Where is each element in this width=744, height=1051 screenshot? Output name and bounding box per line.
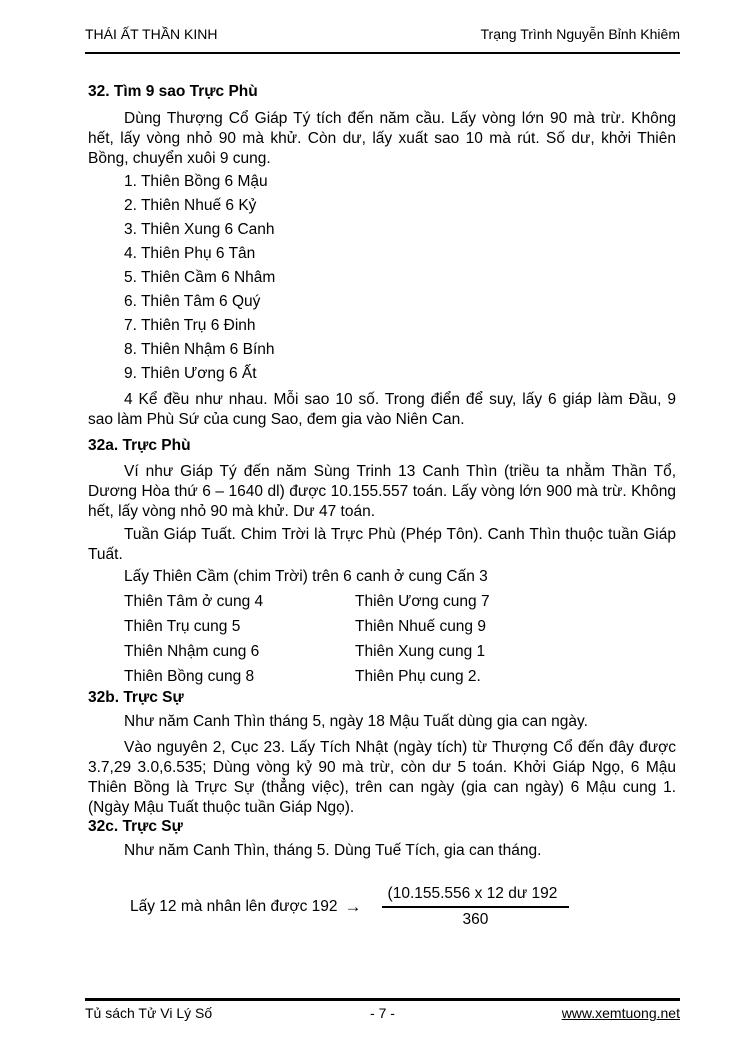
section-32a-heading: 32a. Trực Phù — [88, 437, 191, 454]
section-32a-paragraph-1: Ví như Giáp Tý đến năm Sùng Trinh 13 Canh Thìn (triều ta nhằm Thần Tổ, Dương Hòa thứ 6 – 1640 dl) được 10.155.557 toán. Lấy vòng lớn 900 mà trừ. Không hết, lấy vòng nhỏ 90 mà khử. Dư 47 toán. — [88, 463, 676, 520]
list-item: 6. Thiên Tâm 6 Quý — [124, 293, 261, 310]
nine-stars-list — [88, 170, 676, 386]
placement-cell: Thiên Xung cung 1 — [355, 643, 486, 660]
calculation-formula — [130, 885, 676, 929]
section-32c-paragraph-1: Như năm Canh Thìn, tháng 5. Dùng Tuế Tích, gia can tháng. — [124, 842, 542, 859]
placement-cell: Thiên Tâm ở cung 4 — [124, 593, 264, 610]
formula-fraction — [382, 885, 570, 929]
fraction-denominator: 360 — [462, 911, 489, 928]
list-item: 9. Thiên Ương 6 Ất — [124, 365, 257, 382]
star-placement-table — [88, 589, 676, 689]
section-32b-heading: 32b. Trực Sự — [88, 689, 184, 706]
list-item: 5. Thiên Cầm 6 Nhâm — [124, 269, 276, 286]
list-item: 1. Thiên Bồng 6 Mậu — [124, 173, 268, 190]
placement-cell: Thiên Phụ cung 2. — [355, 668, 481, 685]
footer-series-title: Tủ sách Tử Vi Lý Số — [85, 1005, 213, 1021]
section-32-heading: 32. Tìm 9 sao Trực Phù — [88, 83, 258, 100]
section-32a-paragraph-2: Tuần Giáp Tuất. Chim Trời là Trực Phù (Phép Tôn). Canh Thìn thuộc tuần Giáp Tuất. — [88, 526, 676, 563]
placement-cell: Thiên Nhậm cung 6 — [124, 643, 260, 660]
section-32-note-paragraph: 4 Kể đều như nhau. Mỗi sao 10 số. Trong điển để suy, lấy 6 giáp làm Đầu, 9 sao làm Phù Sứ của cung Sao, đem gia vào Niên Can. — [88, 391, 676, 428]
footer-page-number: - 7 - — [370, 1005, 395, 1021]
placement-cell: Thiên Bồng cung 8 — [124, 668, 255, 685]
placement-cell: Thiên Nhuế cung 9 — [355, 618, 486, 635]
section-32-intro-paragraph: Dùng Thượng Cổ Giáp Tý tích đến năm cầu. Lấy vòng lớn 90 mà trừ. Không hết, lấy vòng nhỏ 90 mà khử. Còn dư, lấy xuất sao 10 mà rút. Số dư, khởi Thiên Bồng, chuyển xuôi 9 cung. — [88, 110, 676, 167]
right-arrow-icon: → — [344, 897, 362, 916]
placement-cell: Thiên Trụ cung 5 — [124, 618, 241, 635]
page-header — [85, 26, 680, 54]
page-footer — [85, 998, 680, 1022]
list-item: 8. Thiên Nhậm 6 Bính — [124, 341, 275, 358]
footer-website-link[interactable]: www.xemtuong.net — [561, 1005, 680, 1021]
thien-cam-line: Lấy Thiên Cầm (chim Trời) trên 6 canh ở cung Cấn 3 — [124, 568, 488, 585]
section-32b-paragraph-1: Như năm Canh Thìn tháng 5, ngày 18 Mậu Tuất dùng gia can ngày. — [124, 713, 588, 730]
section-32b-paragraph-2: Vào nguyên 2, Cục 23. Lấy Tích Nhật (ngày tích) từ Thượng Cổ đến đây được 3.7,29 3.0,6.535; Dùng vòng kỷ 90 mà trừ, còn dư 5 toán. Khởi Giáp Ngọ, 6 Mậu Thiên Bồng là Trực Sự (thẳng việc), trên can ngày (gia can ngày) 6 Mậu cung 1. (Ngày Mậu Tuất thuộc tuần Giáp Ngọ). — [88, 739, 676, 816]
header-book-title: THÁI ẤT THẦN KINH — [85, 26, 218, 42]
page-content — [88, 83, 676, 929]
list-item: 2. Thiên Nhuế 6 Kỷ — [124, 197, 257, 214]
list-item: 3. Thiên Xung 6 Canh — [124, 221, 275, 238]
section-32c-heading: 32c. Trực Sự — [88, 818, 183, 835]
list-item: 4. Thiên Phụ 6 Tân — [124, 245, 256, 262]
fraction-numerator: (10.155.556 x 12 dư 192 — [382, 885, 570, 908]
formula-lead-text: Lấy 12 mà nhân lên được 192 — [130, 898, 338, 915]
header-author: Trạng Trình Nguyễn Bỉnh Khiêm — [480, 26, 680, 42]
list-item: 7. Thiên Trụ 6 Đinh — [124, 317, 256, 334]
placement-cell: Thiên Ương cung 7 — [355, 593, 490, 610]
